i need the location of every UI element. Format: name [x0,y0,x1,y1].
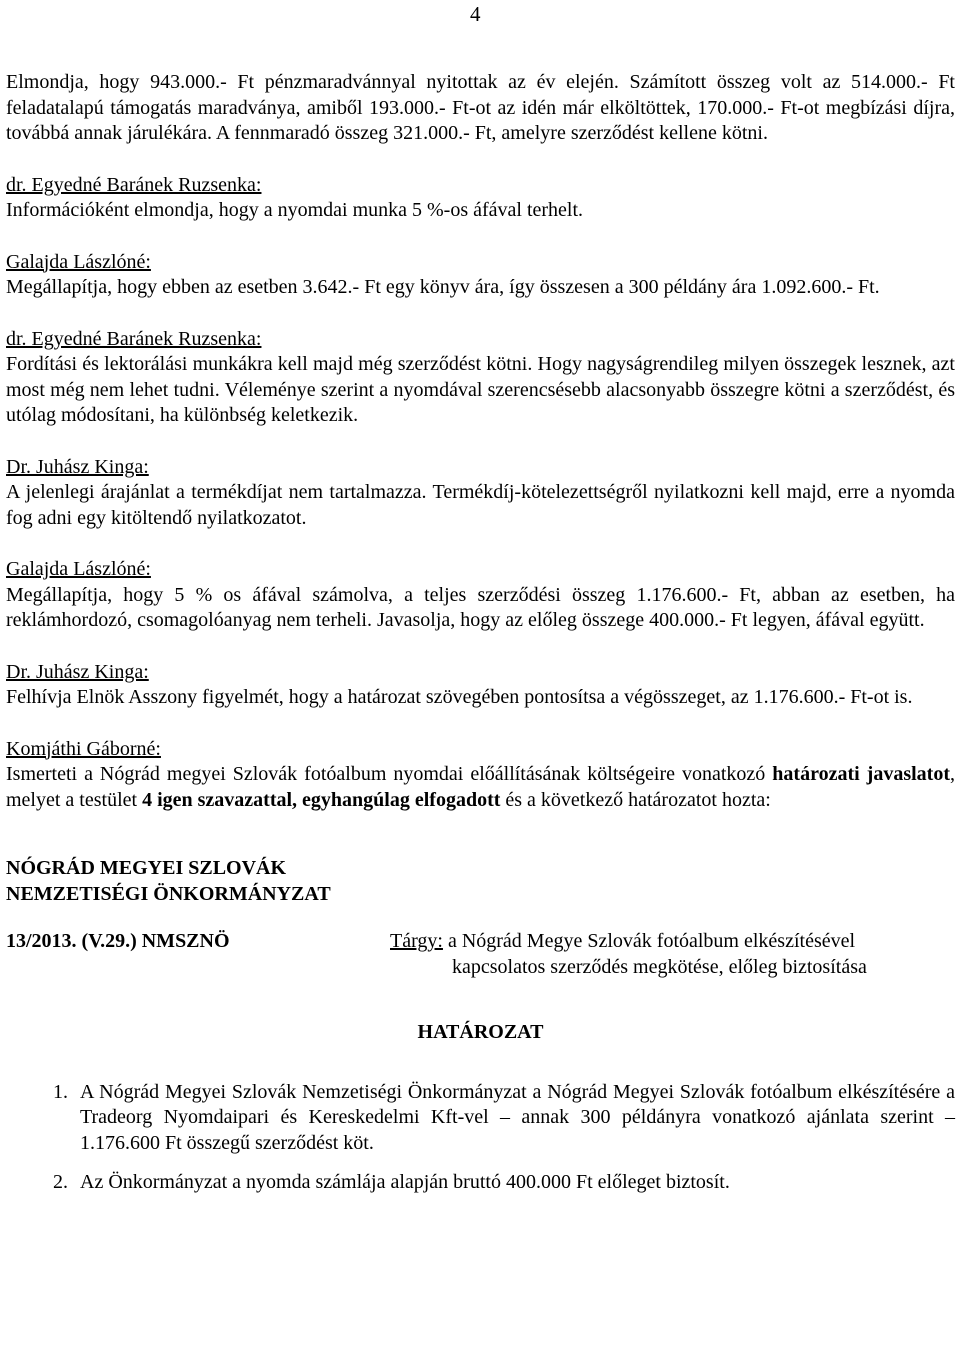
subject-line [390,929,955,955]
paragraph-text: Elmondja, hogy 943.000.- Ft pénzmaradvánnyal nyitottak az év elején. Számított összeg volt az 514.000.- Ft feladatalapú támogatás maradványa, amiből 193.000.- Ft-ot az idén már elköltöttek, 170.000.- Ft-ot megbízási díjra, továbbá annak járulékára. A fennmaradó összeg 321.000.- Ft, amelyre szerződést kellene kötni. [6,71,955,144]
decision-item [6,1080,955,1157]
text-part: és a következő határozatot hozta: [500,788,771,811]
paragraph-intro [6,70,955,147]
decision-item [6,1170,955,1196]
decision-text: Az Önkormányzat a nyomda számlája alapján bruttó 400.000 Ft előleget biztosít. [80,1171,730,1193]
text-part: , melyet a testület [6,763,955,811]
speech-text: Felhívja Elnök Asszony figyelmét, hogy a határozat szövegében pontosítsa a végösszeget, az 1.176.600.- Ft-ot is. [6,686,913,708]
decision-list [6,1080,955,1196]
speech-text: Fordítási és lektorálási munkákra kell majd még szerződést kötni. Hogy nagyságrendileg milyen összegek lesznek, azt most még nem lehet tudni. Véleménye szerint a nyomdával szerencsésebb alacsonyabb összegre kötni a szerződést, és utólag módosítani, ha különbség keletkezik. [6,353,955,426]
speech-block [6,455,955,532]
speaker-name: Dr. Juhász Kinga: [6,660,149,683]
resolution-number: 13/2013. (V.29.) NMSZNÖ [6,930,230,952]
organization-name [6,855,955,907]
speech-text: A jelenlegi árajánlat a termékdíjat nem tartalmazza. Termékdíj-kötelezettségről nyilatkozni kell majd, erre a nyomda fog adni egy kitöltendő nyilatkozatot. [6,481,955,529]
speech-block [6,557,955,634]
bold-text: határozati javaslatot [772,763,950,785]
speaker-name: dr. Egyedné Baránek Ruzsenka: [6,173,262,196]
bold-text: 4 igen szavazattal, egyhangúlag elfogadott [142,788,501,811]
subject-line: kapcsolatos szerződés megkötése, előleg biztosítása [452,955,867,978]
text-part: Ismerteti a Nógrád megyei Szlovák fotóalbum nyomdai előállításának költségeire vonatkozó [6,763,773,785]
page-number: 4 [470,2,481,26]
speech-block [6,173,955,224]
speech-block [6,327,955,429]
speaker-name: Galajda Lászlóné: [6,558,151,580]
decision-number: 2. [53,1171,68,1193]
document-body [6,70,955,1210]
speech-text: Információként elmondja, hogy a nyomdai munka 5 %-os áfával terhelt. [6,199,584,221]
decision-number: 1. [53,1080,68,1103]
resolution-title: HATÁROZAT [417,1021,544,1043]
speaker-name: dr. Egyedné Baránek Ruzsenka: [6,327,262,350]
subject-label: Tárgy: [390,930,443,952]
org-line: NEMZETISÉGI ÖNKORMÁNYZAT [6,883,331,905]
resolution-header [6,929,955,980]
subject-text: a Nógrád Megye Szlovák fotóalbum elkészítésével [442,930,856,952]
speaker-name: Komjáthi Gáborné: [6,737,161,760]
org-line: NÓGRÁD MEGYEI SZLOVÁK [6,857,287,879]
decision-text: A Nógrád Megyei Szlovák Nemzetiségi Önkormányzat a Nógrád Megyei Szlovák fotóalbum elkészítésére a Tradeorg Nyomdaipari és Kereskedelmi Kft-vel – annak 300 példányra vonatkozó ajánlata szerint – 1.176.600 Ft összegű szerződést köt. [80,1080,955,1154]
speaker-name: Galajda Lászlóné: [6,250,151,273]
speech-text: Megállapítja, hogy 5 % os áfával számolva, a teljes szerződési összeg 1.176.600.- Ft, abban az esetben, ha reklámhordozó, csomagolóanyag nem terheli. Javasolja, hogy az előleg összege 400.000.- Ft legyen, áfával együtt. [6,583,955,631]
speech-block-final [6,737,955,814]
speech-text: Megállapítja, hogy ebben az esetben 3.642.- Ft egy könyv ára, így összesen a 300 példány ára 1.092.600.- Ft. [6,276,880,298]
subject [390,929,955,980]
speech-block [6,250,955,301]
speech-text [6,762,955,813]
speech-block [6,660,955,711]
speaker-name: Dr. Juhász Kinga: [6,455,149,478]
